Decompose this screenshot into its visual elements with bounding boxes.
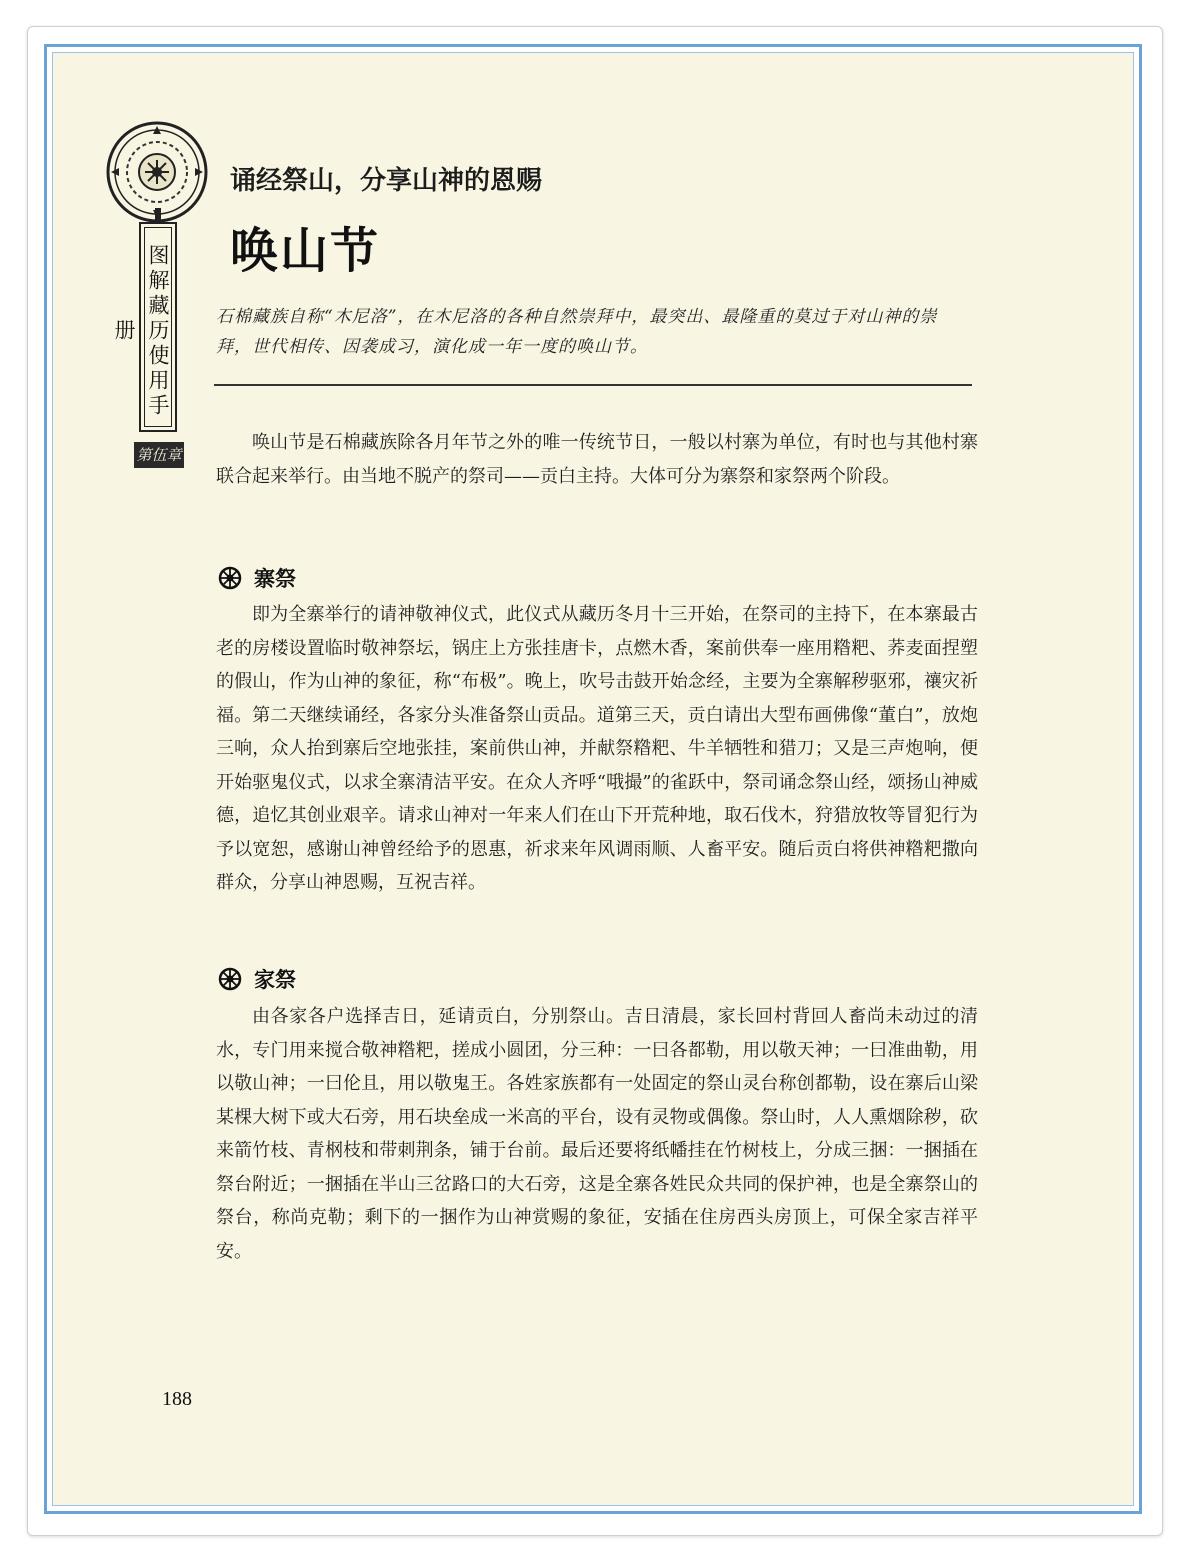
page-title: 唤山节 bbox=[230, 223, 381, 279]
dharma-wheel-icon bbox=[218, 566, 242, 590]
book-title-box bbox=[112, 222, 177, 432]
book-title: 图解藏历使用手册 bbox=[112, 243, 170, 419]
intro-paragraph: 石棉藏族自称“木尼洛”，在木尼洛的各种自然崇拜中，最突出、最隆重的莫过于对山神的崇拜，世代相传、因袭成习，演化成一年一度的唤山节。 bbox=[216, 307, 938, 357]
chapter-tag: 第伍章 bbox=[134, 442, 184, 468]
section-heading-1-label: 寨祭 bbox=[254, 567, 296, 591]
section-1-paragraph: 即为全寨举行的请神敬神仪式，此仪式从藏历冬月十三开始，在祭司的主持下，在本寨最古老的房楼设置临时敬神祭坛，锅庄上方张挂唐卡，点燃木香，案前供奉一座用糌粑、荞麦面捏塑的假山，作为山神的象征，称“布极”。晚上，吹号击鼓开始念经，主要为全寨解秽驱邪，禳灾祈福。第二天继续诵经，各家分头准备祭山贡品。道第三天，贡白请出大型布画佛像“董白”，放炮三响，众人抬到寨后空地张挂，案前供山神，并献祭糌粑、牛羊牺牲和猎刀；又是三声炮响，便开始驱鬼仪式，以求全寨清洁平安。在众人齐呼“哦撮”的雀跃中，祭司诵念祭山经，颂扬山神威德，追忆其创业艰辛。请求山神对一年来人们在山下开荒种地，取石伐木，狩猎放牧等冒犯行为予以宽恕，感谢山神曾经给予的恩惠，祈求来年风调雨顺、人畜平安。随后贡白将供神糌粑撒向群众，分享山神恩赐，互祝吉祥。 bbox=[216, 604, 978, 893]
divider-rule bbox=[214, 384, 972, 386]
page-subtitle: 诵经祭山，分享山神的恩赐 bbox=[230, 166, 543, 196]
section-2-paragraph: 由各家各户选择吉日，延请贡白，分别祭山。吉日清晨，家长回村背回人畜尚未动过的清水，专门用来搅合敬神糌粑，搓成小圆团，分三种：一曰各都勒，用以敬天神；一曰准曲勒，用以敬山神；一曰伦且，用以敬鬼王。各姓家族都有一处固定的祭山灵台称创都勒，设在寨后山梁某棵大树下或大石旁，用石块垒成一米高的平台，设有灵物或偶像。祭山时，人人熏烟除秽，砍来箭竹枝、青㭎枝和带刺荆条，铺于台前。最后还要将纸幡挂在竹树枝上，分成三捆：一捆插在祭台附近；一捆插在半山三岔路口的大石旁，这是全寨各姓民众共同的保护神，也是全寨祭山的祭台，称尚克勒；剩下的一捆作为山神赏赐的象征，安插在住房西头房顶上，可保全家吉祥平安。 bbox=[216, 1006, 978, 1262]
section-heading-1 bbox=[218, 563, 296, 593]
page-number: 188 bbox=[162, 1388, 192, 1410]
dharma-wheel-icon bbox=[218, 967, 242, 991]
section-heading-2-label: 家祭 bbox=[254, 968, 296, 992]
section-heading-2 bbox=[218, 964, 296, 994]
body-paragraph-1: 唤山节是石棉藏族除各月年节之外的唯一传统节日，一般以村寨为单位，有时也与其他村寨联合起来举行。由当地不脱产的祭司——贡白主持。大体可分为寨祭和家祭两个阶段。 bbox=[216, 432, 978, 487]
